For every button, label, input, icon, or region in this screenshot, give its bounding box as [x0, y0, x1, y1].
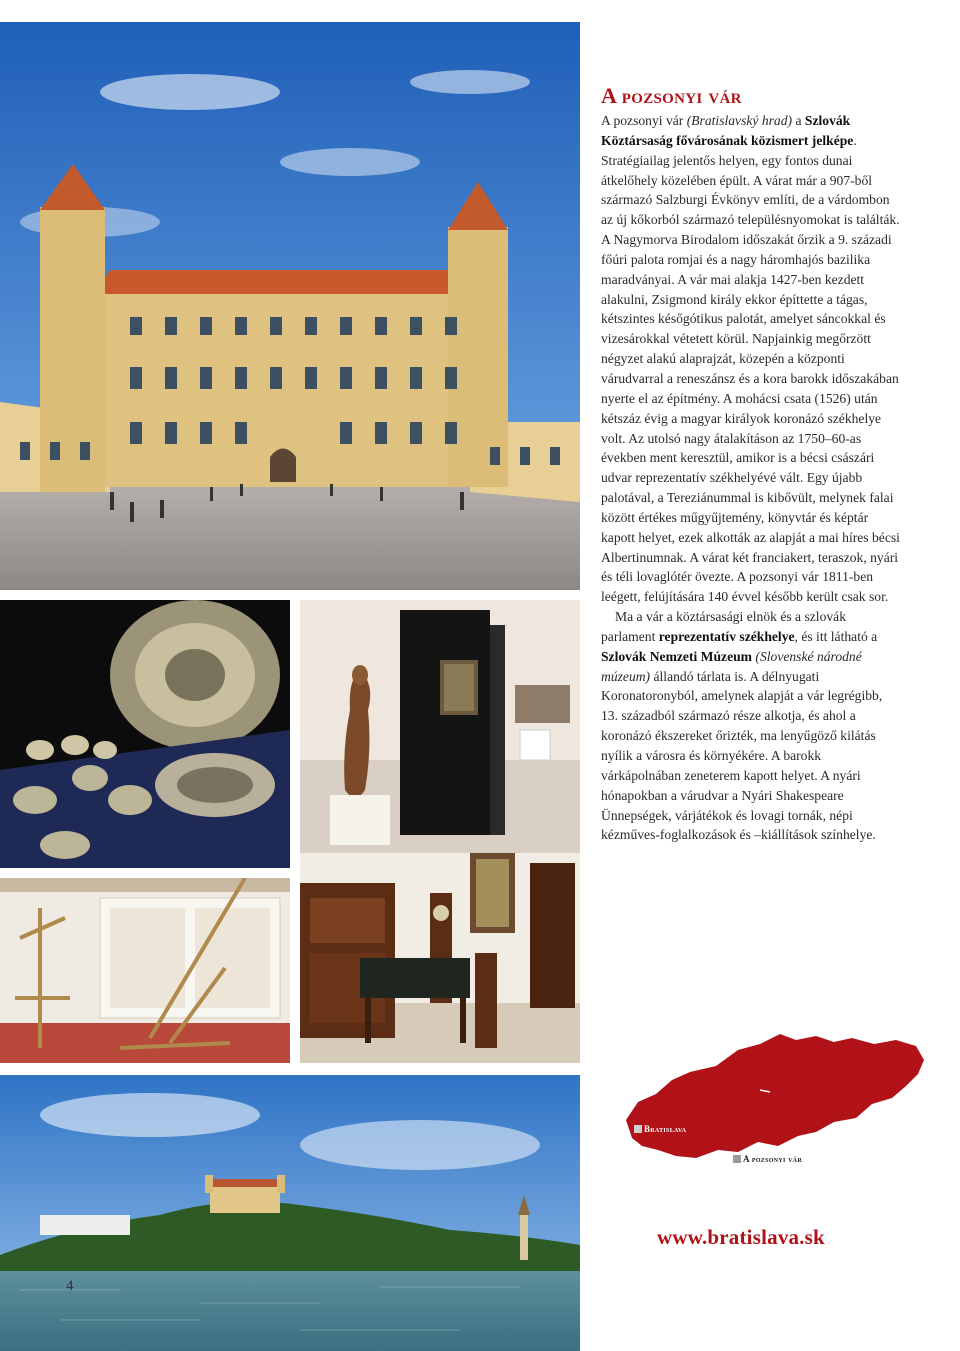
bold-phrase: reprezentatív székhelye [658, 628, 795, 644]
text-run: , és itt látható a [794, 628, 878, 644]
italic-phrase: (Bratislavský hrad) [686, 113, 793, 128]
article-column [601, 84, 901, 845]
text-run: a [792, 113, 805, 128]
period-furniture-photo [300, 853, 580, 1063]
castle-marker-icon [634, 1125, 642, 1133]
bold-phrase: Szlovák Köztársaság fővárosának közismert jelképe [601, 113, 854, 148]
museum-gallery-photo [300, 600, 580, 868]
castle-panorama-photo [0, 1075, 580, 1351]
medieval-weapons-photo [0, 878, 290, 1063]
article-paragraph-1 [601, 111, 901, 607]
article-title [601, 84, 901, 109]
silver-treasures-photo [0, 600, 290, 868]
italic-phrase: (Slovenské národné múzeum) [601, 648, 862, 684]
article-paragraph-2 [601, 607, 901, 845]
map-label-castle-text: A pozsonyi vár [743, 1154, 803, 1164]
text-run: Ma a vár a köztársasági elnök és a szlovák parlament [601, 609, 847, 644]
map-label-bratislava [634, 1124, 686, 1134]
text-run: . Stratégiailag jelentős helyen, egy fontos dunai átkelőhely közelében épült. A várat már a 907-ből származó Salzburgi Évkönyv említi, de a várdombon az új kőkorból származó településnyomokat is találták. A Nagymorva Birodalom időszakát őrzik a 9. századi főúri palota romjai és a nagy háromhajós bazilika maradványai. A vár mai alakja 1427-ben kezdett alakulni, Zsigmond király ekkor építtette a tágas, kétszintes későgótikus palotát, amelyet sáncokkal és vizesárokkal vétetett körül. Napjainkig megőrzött négyzet alakú alaprajzát, közepén a központi várudvarral a reneszánsz és a kora barokk időszakában nyerte el az építmény. A mohácsi csata (1526) után kétszáz évig a magyar királyok koronázó székhelye volt. Az utolsó nagy átalakításon az 1750–60-as években ment keresztül, amikor is a bécsi császári udvar reprezentatív székhelyévé vált. Egy újabb palotával, a Tereziánummal is kibővült, melynek falai között értékes műgyűjtemény, könyvtár és képtár kapott helyet, ezek alkották az alapját a mai híres bécsi Albertinumnak. A várat két franciakert, teraszok, nyári és téli lovaglótér övezte. A pozsonyi vár 1811-ben leégett, felújítására 140 évvel később került csak sor. [601, 132, 900, 605]
map-label-castle [733, 1154, 802, 1164]
castle-marker-icon [733, 1155, 741, 1163]
map-label-bratislava-text: Bratislava [644, 1124, 687, 1134]
text-run: A pozsonyi vár [601, 113, 687, 128]
bold-phrase: Szlovák Nemzeti Múzeum [601, 648, 753, 664]
website-link[interactable]: www.bratislava.sk [657, 1225, 825, 1249]
article-title-text: A pozsonyi vár [601, 83, 742, 108]
page-number: 4 [66, 1278, 74, 1294]
castle-photo [0, 22, 580, 590]
slovakia-map-shape [626, 1034, 924, 1158]
text-run: állandó tárlata is. A délnyugati Koronatoronyból, amelynek alapját a vár legrégibb, 13. századból származó része alkotja, és ahol a koronázó ékszereket őrizték, ma lenyűgöző kilátás nyílik a városra és környékére. A barokk várkápolnában zeneterem kapott helyet. A nyári hónapokban a várudvar a Nyári Shakespeare Ünnepségek, várjátékok és lovagi tornák, népi kézműves-foglalkozások és –kiállítások színhelye. [601, 668, 883, 843]
